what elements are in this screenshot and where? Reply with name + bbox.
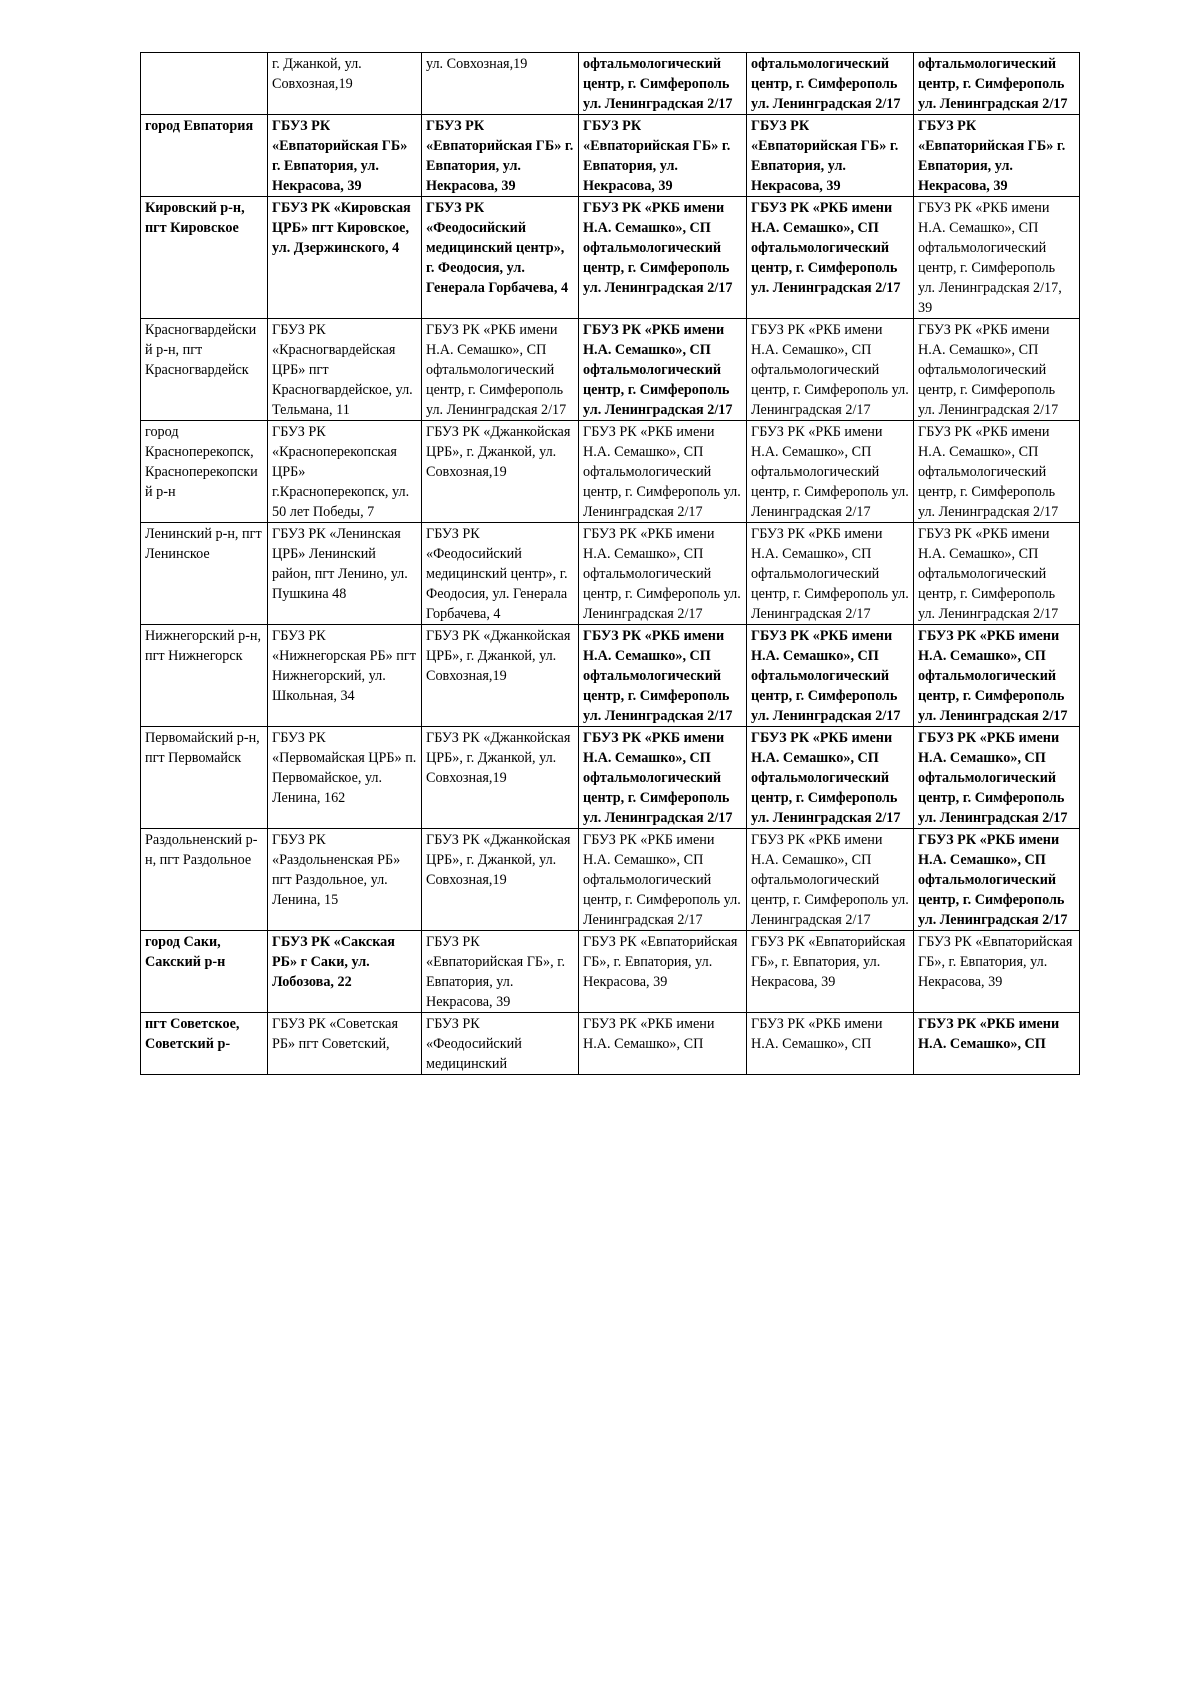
table-row [141, 1013, 1080, 1075]
region-cell: город Евпатория [141, 115, 268, 197]
regional-center-cell: офтальмологический центр, г. Симферополь ул. Ленинградская 2/17 [579, 53, 747, 115]
local-hospital-cell: г. Джанкой, ул. Совхозная,19 [268, 53, 422, 115]
hospital-routing-table [140, 52, 1080, 1075]
regional-center-cell: ГБУЗ РК «РКБ имени Н.А. Семашко», СП офтальмологический центр, г. Симферополь ул. Ленинградская 2/17 [914, 319, 1080, 421]
regional-center-cell: ГБУЗ РК «РКБ имени Н.А. Семашко», СП офтальмологический центр, г. Симферополь ул. Ленинградская 2/17 [914, 625, 1080, 727]
table-row [141, 931, 1080, 1013]
regional-center-cell: ГБУЗ РК «РКБ имени Н.А. Семашко», СП офтальмологический центр, г. Симферополь ул. Ленинградская 2/17 [747, 523, 914, 625]
referral-hospital-cell: ГБУЗ РК «РКБ имени Н.А. Семашко», СП офтальмологический центр, г. Симферополь ул. Ленинградская 2/17 [422, 319, 579, 421]
regional-center-cell: ГБУЗ РК «РКБ имени Н.А. Семашко», СП офтальмологический центр, г. Симферополь ул. Ленинградская 2/17 [579, 421, 747, 523]
regional-center-cell: ГБУЗ РК «РКБ имени Н.А. Семашко», СП офтальмологический центр, г. Симферополь ул. Ленинградская 2/17 [579, 197, 747, 319]
regional-center-cell: ГБУЗ РК «Евпаторийская ГБ» г. Евпатория, ул. Некрасова, 39 [579, 115, 747, 197]
region-cell: Ленинский р-н, пгт Ленинское [141, 523, 268, 625]
regional-center-cell: офтальмологический центр, г. Симферополь ул. Ленинградская 2/17 [914, 53, 1080, 115]
referral-hospital-cell: ГБУЗ РК «Джанкойская ЦРБ», г. Джанкой, ул. Совхозная,19 [422, 727, 579, 829]
referral-hospital-cell: ГБУЗ РК «Евпаторийская ГБ» г. Евпатория, ул. Некрасова, 39 [422, 115, 579, 197]
regional-center-cell: ГБУЗ РК «Евпаторийская ГБ», г. Евпатория, ул. Некрасова, 39 [914, 931, 1080, 1013]
table-row [141, 829, 1080, 931]
region-cell: Первомайский р-н, пгт Первомайск [141, 727, 268, 829]
regional-center-cell: ГБУЗ РК «Евпаторийская ГБ», г. Евпатория, ул. Некрасова, 39 [747, 931, 914, 1013]
regional-center-cell: ГБУЗ РК «РКБ имени Н.А. Семашко», СП офтальмологический центр, г. Симферополь ул. Ленинградская 2/17 [747, 829, 914, 931]
regional-center-cell: ГБУЗ РК «РКБ имени Н.А. Семашко», СП офтальмологический центр, г. Симферополь ул. Ленинградская 2/17 [747, 197, 914, 319]
local-hospital-cell: ГБУЗ РК «Первомайская ЦРБ» п. Первомайское, ул. Ленина, 162 [268, 727, 422, 829]
table-row [141, 319, 1080, 421]
table-row [141, 727, 1080, 829]
regional-center-cell: ГБУЗ РК «РКБ имени Н.А. Семашко», СП офтальмологический центр, г. Симферополь ул. Ленинградская 2/17 [747, 421, 914, 523]
region-cell: Красногвардейский р-н, пгт Красногвардейск [141, 319, 268, 421]
region-cell: Раздольненский р-н, пгт Раздольное [141, 829, 268, 931]
region-cell: город Саки, Сакский р-н [141, 931, 268, 1013]
regional-center-cell: ГБУЗ РК «РКБ имени Н.А. Семашко», СП офтальмологический центр, г. Симферополь ул. Ленинградская 2/17 [747, 727, 914, 829]
local-hospital-cell: ГБУЗ РК «Ленинская ЦРБ» Ленинский район, пгт Ленино, ул. Пушкина 48 [268, 523, 422, 625]
region-cell: Нижнегорский р-н, пгт Нижнегорск [141, 625, 268, 727]
regional-center-cell: ГБУЗ РК «РКБ имени Н.А. Семашко», СП офтальмологический центр, г. Симферополь ул. Ленинградская 2/17 [914, 523, 1080, 625]
local-hospital-cell: ГБУЗ РК «Сакская РБ» г Саки, ул. Лобозова, 22 [268, 931, 422, 1013]
referral-hospital-cell: ГБУЗ РК «Джанкойская ЦРБ», г. Джанкой, ул. Совхозная,19 [422, 625, 579, 727]
referral-hospital-cell: ГБУЗ РК «Феодосийский медицинский центр», г. Феодосия, ул. Генерала Горбачева, 4 [422, 197, 579, 319]
table-row [141, 421, 1080, 523]
regional-center-cell: ГБУЗ РК «РКБ имени Н.А. Семашко», СП офтальмологический центр, г. Симферополь ул. Ленинградская 2/17 [914, 727, 1080, 829]
local-hospital-cell: ГБУЗ РК «Кировская ЦРБ» пгт Кировское, ул. Дзержинского, 4 [268, 197, 422, 319]
local-hospital-cell: ГБУЗ РК «Красногвардейская ЦРБ» пгт Красногвардейское, ул. Тельмана, 11 [268, 319, 422, 421]
local-hospital-cell: ГБУЗ РК «Евпаторийская ГБ» г. Евпатория, ул. Некрасова, 39 [268, 115, 422, 197]
regional-center-cell: ГБУЗ РК «РКБ имени Н.А. Семашко», СП офтальмологический центр, г. Симферополь ул. Ленинградская 2/17, 39 [914, 197, 1080, 319]
regional-center-cell: ГБУЗ РК «РКБ имени Н.А. Семашко», СП [914, 1013, 1080, 1075]
local-hospital-cell: ГБУЗ РК «Нижнегорская РБ» пгт Нижнегорский, ул. Школьная, 34 [268, 625, 422, 727]
regional-center-cell: ГБУЗ РК «РКБ имени Н.А. Семашко», СП офтальмологический центр, г. Симферополь ул. Ленинградская 2/17 [914, 421, 1080, 523]
regional-center-cell: офтальмологический центр, г. Симферополь ул. Ленинградская 2/17 [747, 53, 914, 115]
regional-center-cell: ГБУЗ РК «РКБ имени Н.А. Семашко», СП офтальмологический центр, г. Симферополь ул. Ленинградская 2/17 [747, 319, 914, 421]
regional-center-cell: ГБУЗ РК «РКБ имени Н.А. Семашко», СП офтальмологический центр, г. Симферополь ул. Ленинградская 2/17 [914, 829, 1080, 931]
local-hospital-cell: ГБУЗ РК «Красноперекопская ЦРБ» г.Красноперекопск, ул. 50 лет Победы, 7 [268, 421, 422, 523]
referral-hospital-cell: ГБУЗ РК «Джанкойская ЦРБ», г. Джанкой, ул. Совхозная,19 [422, 421, 579, 523]
region-cell [141, 53, 268, 115]
regional-center-cell: ГБУЗ РК «Евпаторийская ГБ», г. Евпатория, ул. Некрасова, 39 [579, 931, 747, 1013]
region-cell: пгт Советское, Советский р- [141, 1013, 268, 1075]
regional-center-cell: ГБУЗ РК «РКБ имени Н.А. Семашко», СП офтальмологический центр, г. Симферополь ул. Ленинградская 2/17 [579, 829, 747, 931]
table-row [141, 625, 1080, 727]
local-hospital-cell: ГБУЗ РК «Раздольненская РБ» пгт Раздольное, ул. Ленина, 15 [268, 829, 422, 931]
local-hospital-cell: ГБУЗ РК «Советская РБ» пгт Советский, [268, 1013, 422, 1075]
table-row [141, 523, 1080, 625]
regional-center-cell: ГБУЗ РК «РКБ имени Н.А. Семашко», СП [747, 1013, 914, 1075]
regional-center-cell: ГБУЗ РК «Евпаторийская ГБ» г. Евпатория, ул. Некрасова, 39 [747, 115, 914, 197]
regional-center-cell: ГБУЗ РК «Евпаторийская ГБ» г. Евпатория, ул. Некрасова, 39 [914, 115, 1080, 197]
referral-hospital-cell: ГБУЗ РК «Евпаторийская ГБ», г. Евпатория, ул. Некрасова, 39 [422, 931, 579, 1013]
referral-hospital-cell: ГБУЗ РК «Феодосийский медицинский центр», г. Феодосия, ул. Генерала Горбачева, 4 [422, 523, 579, 625]
referral-hospital-cell: ул. Совхозная,19 [422, 53, 579, 115]
table-row [141, 197, 1080, 319]
table-row [141, 53, 1080, 115]
regional-center-cell: ГБУЗ РК «РКБ имени Н.А. Семашко», СП офтальмологический центр, г. Симферополь ул. Ленинградская 2/17 [579, 727, 747, 829]
regional-center-cell: ГБУЗ РК «РКБ имени Н.А. Семашко», СП офтальмологический центр, г. Симферополь ул. Ленинградская 2/17 [747, 625, 914, 727]
regional-center-cell: ГБУЗ РК «РКБ имени Н.А. Семашко», СП офтальмологический центр, г. Симферополь ул. Ленинградская 2/17 [579, 523, 747, 625]
region-cell: город Красноперекопск, Красноперекопский р-н [141, 421, 268, 523]
table-row [141, 115, 1080, 197]
referral-hospital-cell: ГБУЗ РК «Джанкойская ЦРБ», г. Джанкой, ул. Совхозная,19 [422, 829, 579, 931]
region-cell: Кировский р-н, пгт Кировское [141, 197, 268, 319]
regional-center-cell: ГБУЗ РК «РКБ имени Н.А. Семашко», СП офтальмологический центр, г. Симферополь ул. Ленинградская 2/17 [579, 625, 747, 727]
regional-center-cell: ГБУЗ РК «РКБ имени Н.А. Семашко», СП офтальмологический центр, г. Симферополь ул. Ленинградская 2/17 [579, 319, 747, 421]
regional-center-cell: ГБУЗ РК «РКБ имени Н.А. Семашко», СП [579, 1013, 747, 1075]
referral-hospital-cell: ГБУЗ РК «Феодосийский медицинский [422, 1013, 579, 1075]
